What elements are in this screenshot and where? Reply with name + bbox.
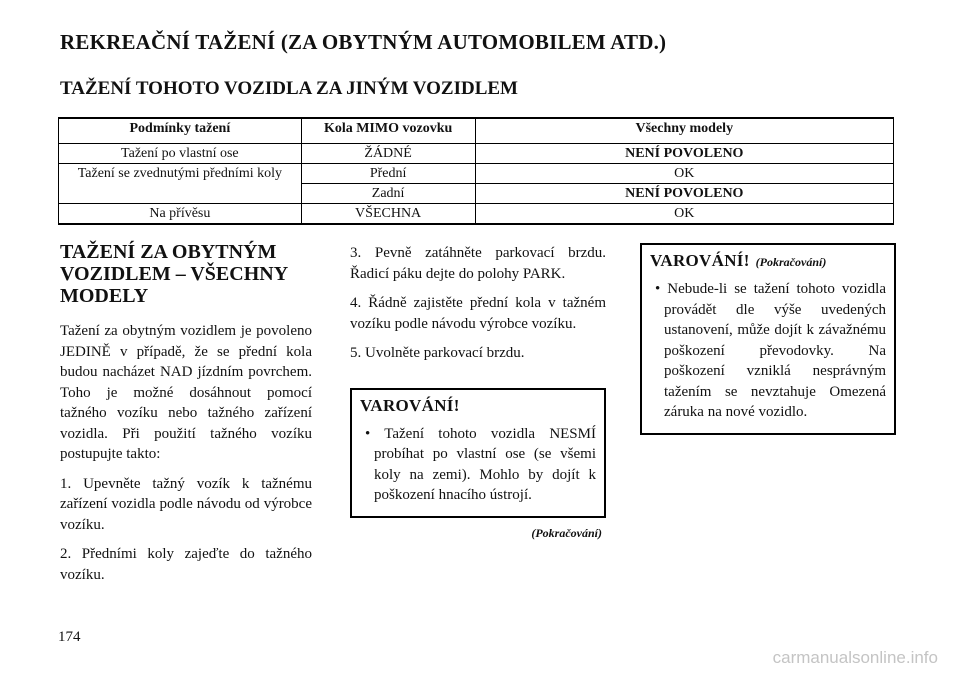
cell-status: OK: [475, 204, 893, 225]
cell-condition: Na přívěsu: [59, 204, 302, 225]
intro-paragraph: Tažení za obytným vozidlem je povoleno JEDINĚ v případě, že se přední kola budou nacházet NAD jízdním povrchem. Toho je možné dosáhnout pomocí tažného vozíku nebo tažného zařízení vozidla. Při použití tažného vozíku postupujte takto:: [60, 323, 312, 462]
table-row: [59, 204, 894, 225]
step-4: 4. Řádně zajistěte přední kola v tažném vozíku podle návodu výrobce vozíku.: [350, 295, 606, 332]
warning-title-text: VAROVÁNÍ!: [650, 251, 750, 270]
table-header-row: [59, 118, 894, 144]
header-models: Všechny modely: [475, 118, 893, 144]
sub-title: TAŽENÍ TOHOTO VOZIDLA ZA JINÝM VOZIDLEM: [60, 78, 518, 99]
warning-title: [650, 251, 886, 271]
page-number: 174: [58, 629, 81, 645]
step-2: 2. Předními koly zajeďte do tažného vozíku.: [60, 546, 312, 583]
cell-status: OK: [475, 164, 893, 184]
warning-box-continued: [640, 243, 896, 435]
header-conditions: Podmínky tažení: [59, 118, 302, 144]
continued-note: (Pokračování): [531, 525, 602, 540]
cell-wheels: Přední: [301, 164, 475, 184]
towing-table: [58, 117, 894, 225]
warning-title: VAROVÁNÍ!: [360, 395, 460, 415]
column-right: [640, 243, 896, 435]
warning-box: [350, 388, 606, 518]
cell-status: NENÍ POVOLENO: [475, 144, 893, 164]
step-1: 1. Upevněte tažný vozík k tažnému zařízení vozidla podle návodu od výrobce vozíku.: [60, 475, 312, 533]
header-wheels: Kola MIMO vozovku: [301, 118, 475, 144]
step-3: 3. Pevně zatáhněte parkovací brzdu. Řadicí páku dejte do polohy PARK.: [350, 245, 606, 282]
table-row: [59, 144, 894, 164]
warning-text: • Tažení tohoto vozidla NESMÍ probíhat po vlastní ose (se všemi koly na zemi). Mohlo by dojít k poškození hnacího ústrojí.: [365, 425, 596, 503]
watermark: carmanualsonline.info: [772, 648, 938, 667]
table-row: [59, 164, 894, 184]
cell-condition: Tažení se zvednutými předními koly: [59, 164, 302, 204]
cell-status: NENÍ POVOLENO: [475, 184, 893, 204]
warning-title-note: (Pokračování): [755, 255, 827, 269]
section-title: REKREAČNÍ TAŽENÍ (ZA OBYTNÝM AUTOMOBILEM ATD.): [60, 30, 667, 54]
column-middle: [350, 243, 606, 541]
step-5: 5. Uvolněte parkovací brzdu.: [350, 345, 525, 361]
section-heading: TAŽENÍ ZA OBYTNÝM VOZIDLEM – VŠECHNY MODELY: [60, 241, 288, 307]
warning-text: • Nebude-li se tažení tohoto vozidla provádět dle výše uvedených ustanovení, může dojít k závažnému poškození převodovky. Na poškození vzniklá nesprávným tažením se nevztahuje Omezená záruka na nové vozidlo.: [655, 281, 886, 420]
cell-wheels: Zadní: [301, 184, 475, 204]
column-left: [60, 241, 312, 594]
cell-wheels: ŽÁDNÉ: [301, 144, 475, 164]
cell-wheels: VŠECHNA: [301, 204, 475, 225]
cell-condition: Tažení po vlastní ose: [59, 144, 302, 164]
